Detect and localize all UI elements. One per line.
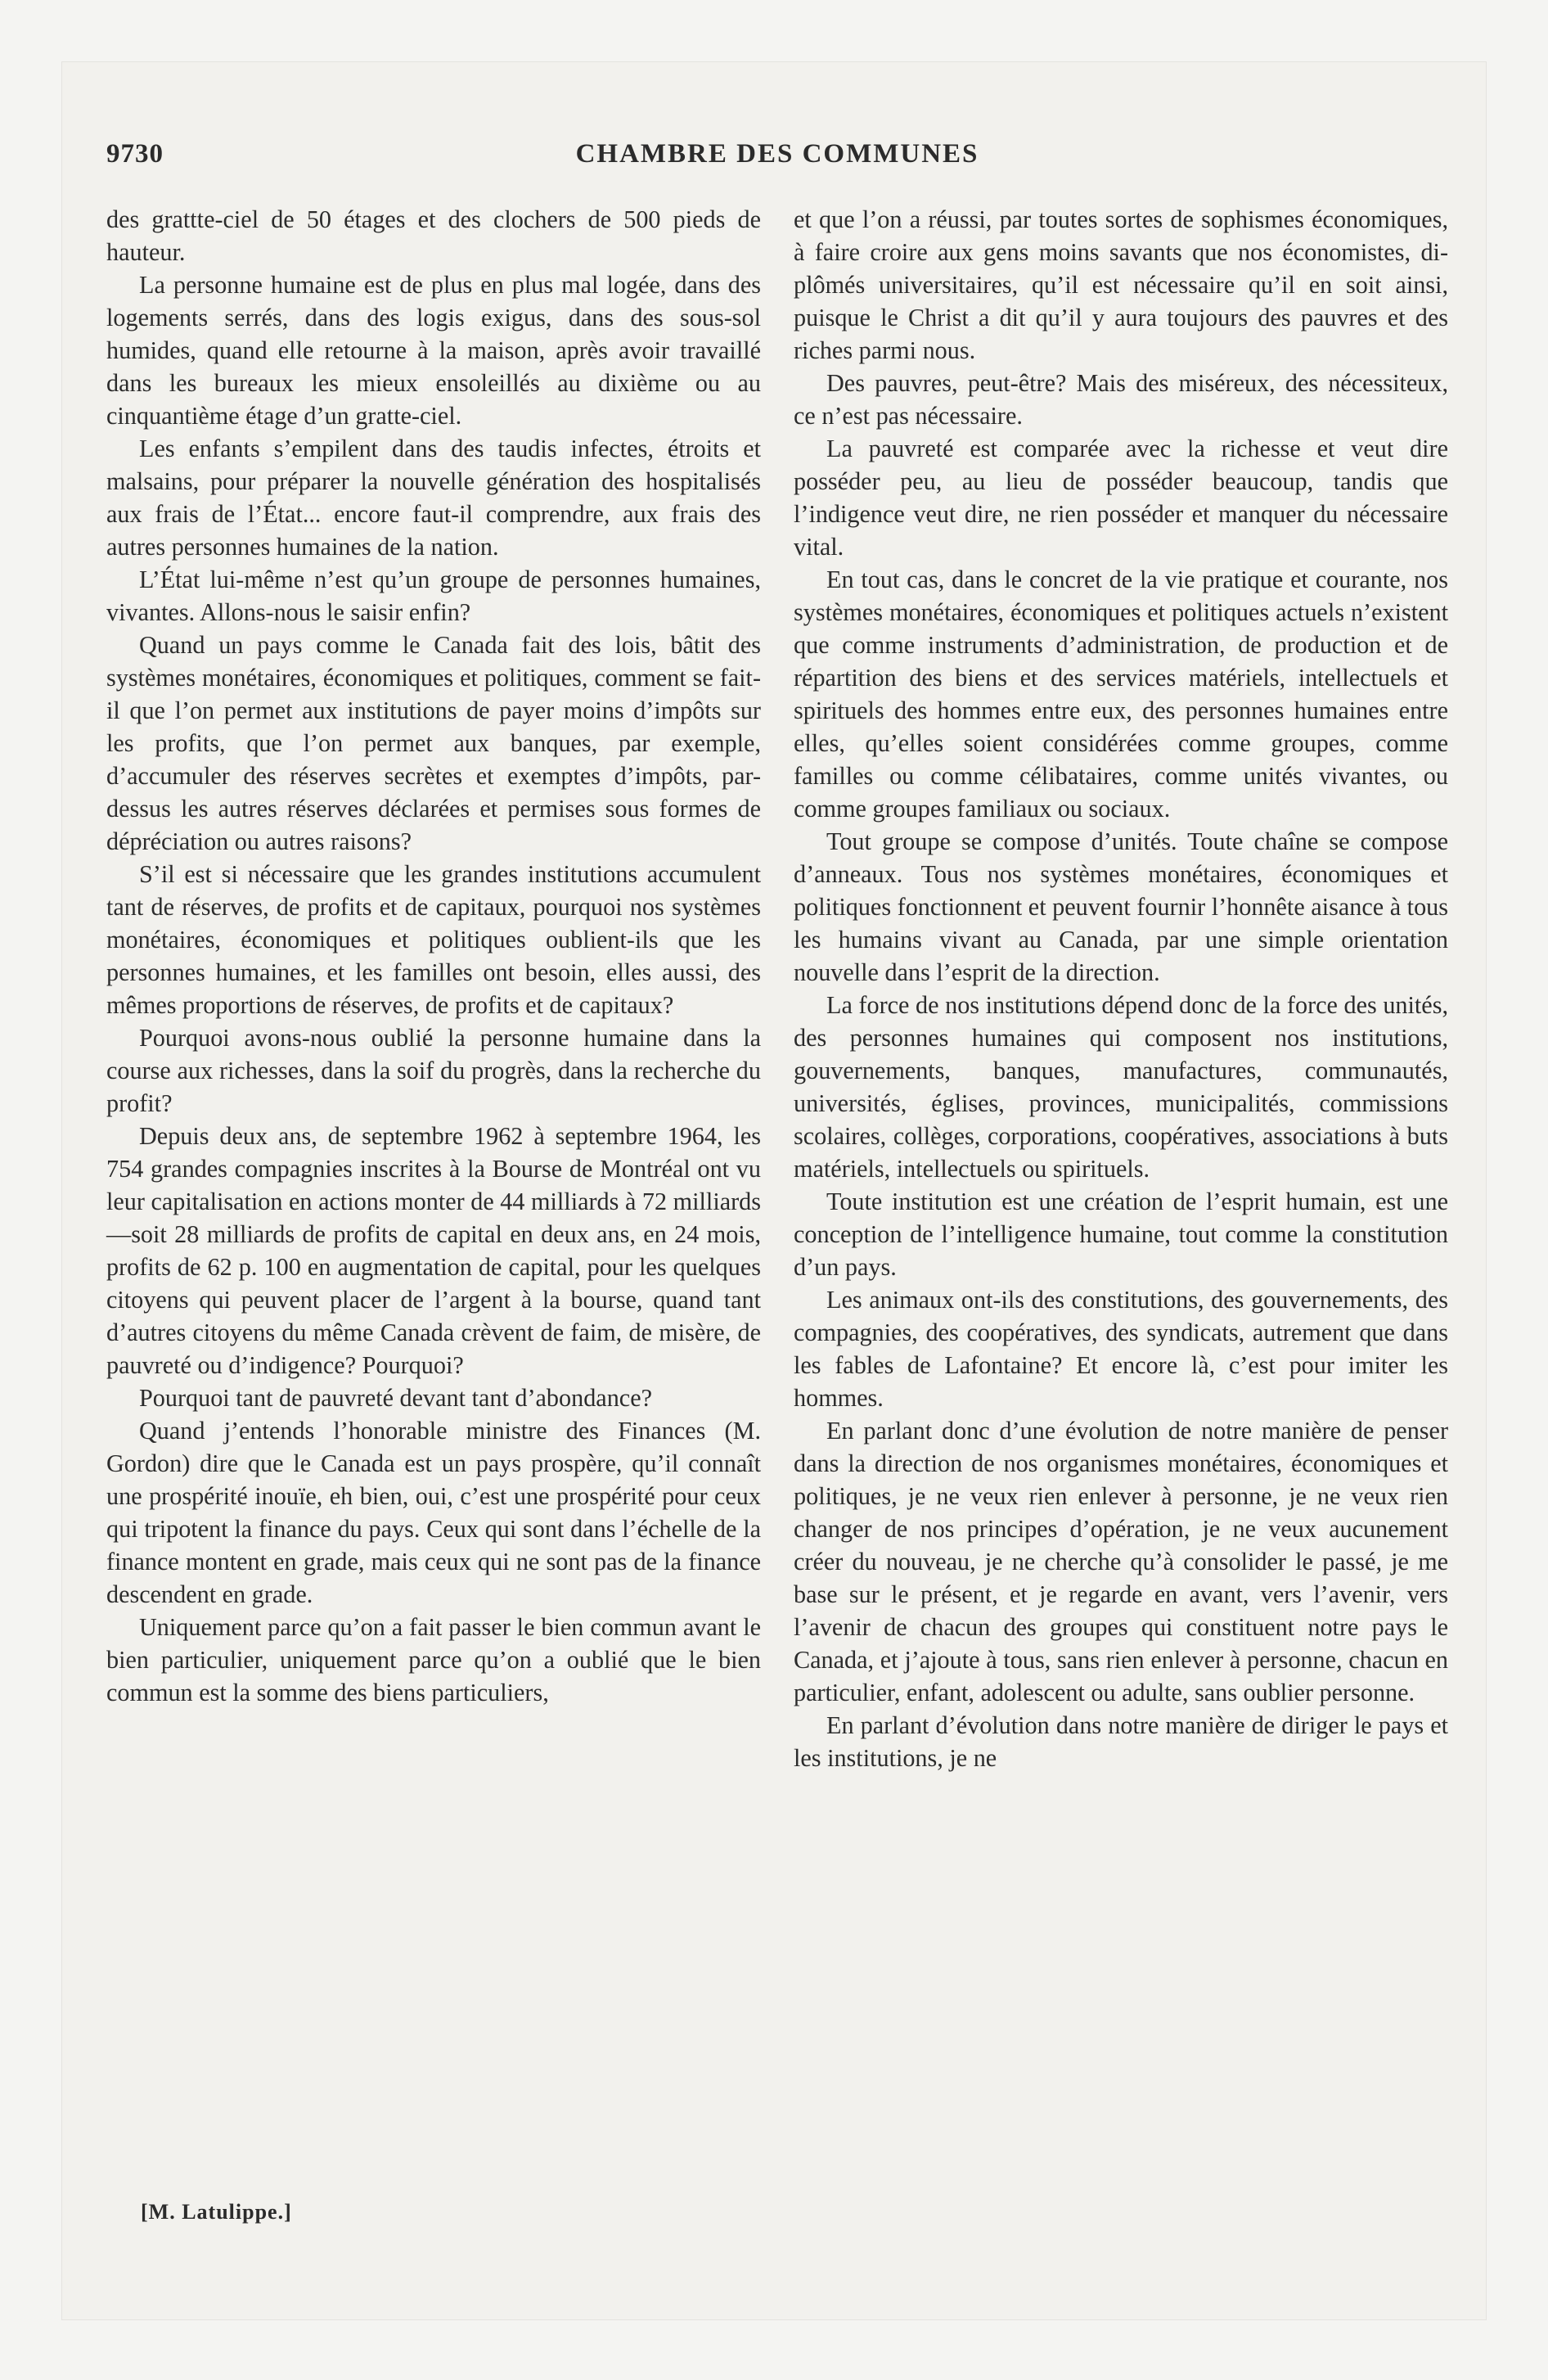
paragraph: Les enfants s’empilent dans des taudis infectes, étroits et malsains, pour préparer la nouvelle génération des hospitalisés aux frais de l’État... encore faut-il comprendre, aux frais des autres personnes humaines de la nation. [106,435,761,561]
paragraph: La force de nos institutions dépend donc de la force des unités, des personnes humaines qui composent nos institutions, gouvernements, banques, manufactures, communautés, universités, églises, provinces, municipalités, commissions scolaires, collèges, corporations, coopératives, associations à buts matériels, intellectuels ou spirituels. [794,991,1448,1183]
paragraph: En parlant d’évolution dans notre manière de diriger le pays et les institutions, je ne [794,1711,1448,1772]
right-column [794,203,1448,1774]
paragraph: Toute institution est une création de l’esprit humain, est une conception de l’intelligence humaine, tout comme la constitution d’un pays. [794,1188,1448,1281]
page-header [106,139,1448,188]
paragraph: S’il est si nécessaire que les grandes institutions accumulent tant de réserves, de profits et de capitaux, pourquoi nos systèmes monétaires, économiques et politiques oublient-ils que les personnes humaines, et les familles ont besoin, elles aussi, des mêmes proportions de réserves, de profits et de capitaux? [106,860,761,1019]
paragraph: Pourquoi tant de pauvreté devant tant d’abondance? [139,1384,652,1412]
left-column [106,203,761,1709]
paragraph: Quand un pays comme le Canada fait des lois, bâtit des systèmes monétaires, économiques et politiques, comment se fait-il que l’on permet aux institutions de payer moins d’impôts sur les profits, que l’on permet aux banques, par exemple, d’accumuler des réserves secrètes et exemptes d’impôts, par-dessus les autres réserves déclarées et permises sous formes de dépréciation ou autres raisons? [106,631,761,855]
paragraph: Des pauvres, peut-être? Mais des miséreux, des nécessiteux, ce n’est pas nécessaire. [794,369,1448,430]
paragraph: Les animaux ont-ils des constitutions, des gouvernements, des compagnies, des coopératives, des syndicats, autrement que dans les fables de Lafontaine? Et encore là, c’est pour imiter les hommes. [794,1286,1448,1412]
speaker-tag: [M. Latulippe.] [141,2200,292,2224]
paragraph: Depuis deux ans, de septembre 1962 à septembre 1964, les 754 grandes compagnies inscrites à la Bourse de Montréal ont vu leur capitalisation en actions monter de 44 milliards à 72 milliards—soit 28 milliards de profits de capital en deux ans, en 24 mois, profits de 62 p. 100 en augmentation de capital, pour les quelques citoyens qui peuvent placer de l’argent à la bourse, quand tant d’autres citoyens du même Canada crèvent de faim, de misère, de pauvreté ou d’indigence? Pourquoi? [106,1122,761,1379]
paragraph: La pauvreté est comparée avec la richesse et veut dire posséder peu, au lieu de posséder beaucoup, tandis que l’indigence veut dire, ne rien posséder et manquer du nécessaire vital. [794,435,1448,561]
paragraph: Pourquoi avons-nous oublié la personne humaine dans la course aux richesses, dans la soif du progrès, dans la recherche du profit? [106,1024,761,1117]
paragraph: Quand j’entends l’honorable ministre des Finances (M. Gordon) dire que le Canada est un pays prospère, qu’il connaît une prospérité inouïe, eh bien, oui, c’est une prospérité pour ceux qui tripotent la finance du pays. Ceux qui sont dans l’échelle de la finance montent en grade, mais ceux qui ne sont pas de la finance descendent en grade. [106,1417,761,1608]
paragraph: Tout groupe se compose d’unités. Toute chaîne se compose d’anneaux. Tous nos systèmes monétaires, économiques et politiques fonctionnent et peuvent fournir l’honnête aisance à tous les humains vivant au Canada, par une simple orientation nouvelle dans l’esprit de la direction. [794,827,1448,986]
paragraph: En parlant donc d’une évolution de notre manière de penser dans la direction de nos organismes monétaires, économiques et politiques, je ne veux rien enlever à personne, je ne veux rien changer de nos principes d’opération, je ne veux aucunement créer du nouveau, je ne cherche qu’à consolider le passé, je me base sur le présent, et je regarde en avant, vers l’avenir, vers l’avenir de chacun des groupes qui constituent notre pays le Canada, et j’ajoute à tous, sans rien enlever à personne, chacun en particulier, enfant, adolescent ou adulte, sans oublier personne. [794,1417,1448,1706]
paragraph: et que l’on a réussi, par toutes sortes de sophismes économiques, à faire croire aux gens moins savants que nos économistes, diplômés universitaires, qu’il est nécessaire qu’il en soit ainsi, puisque le Christ a dit qu’il y aura toujours des pauvres et des riches parmi nous. [794,205,1448,364]
paragraph: Uniquement parce qu’on a fait passer le bien commun avant le bien particulier, uniquement parce qu’on a oublié que le bien commun est la somme des biens particuliers, [106,1613,761,1706]
paragraph: des grattte-ciel de 50 étages et des clochers de 500 pieds de hauteur. [106,205,761,266]
paragraph: En tout cas, dans le concret de la vie pratique et courante, nos systèmes monétaires, économiques et politiques actuels n’existent que comme instruments d’administration, de production et de répartition des biens et des services matériels, intellectuels et spirituels des hommes entre eux, des personnes humaines entre elles, qu’elles soient considérées comme groupes, comme familles ou comme célibataires, comme unités vivantes, ou comme groupes familiaux ou sociaux. [794,566,1448,823]
paragraph: La personne humaine est de plus en plus mal logée, dans des logements serrés, dans des logis exigus, dans des sous-sol humides, quand elle retourne à la maison, après avoir travaillé dans les bureaux les mieux ensoleillés au dixième ou au cinquantième étage d’un gratte-ciel. [106,271,761,430]
page-number: 9730 [106,139,164,169]
paragraph: L’État lui-même n’est qu’un groupe de personnes humaines, vivantes. Allons-nous le saisir enfin? [106,566,761,626]
running-head: CHAMBRE DES COMMUNES [575,139,979,169]
